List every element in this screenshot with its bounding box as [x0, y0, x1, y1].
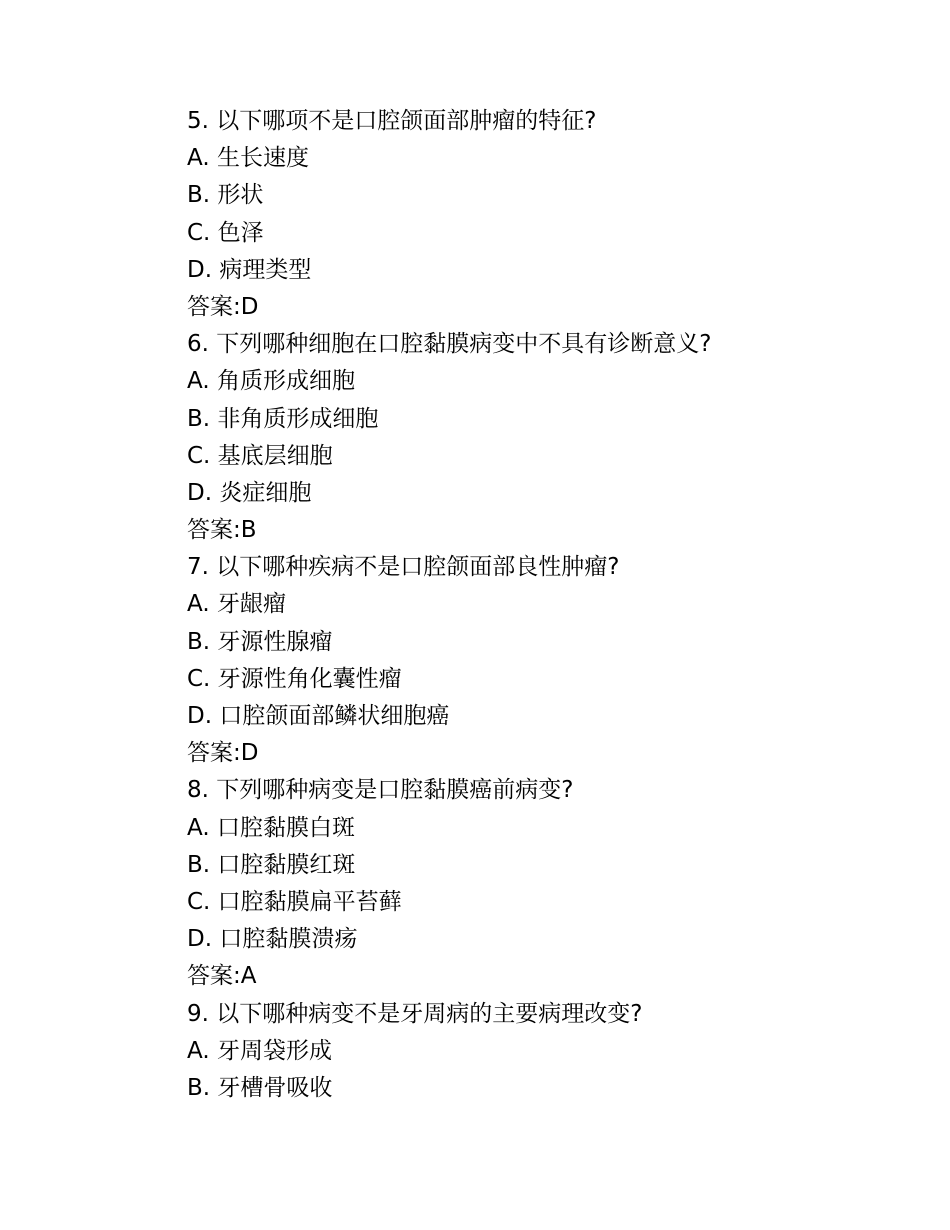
- option-b: B. 非角质形成细胞: [187, 405, 379, 432]
- answer-line: 答案:D: [187, 740, 259, 767]
- option-a: A. 生长速度: [187, 145, 309, 172]
- question-6: [187, 326, 887, 549]
- option-c: C. 色泽: [187, 219, 264, 246]
- option-d: D. 炎症细胞: [187, 479, 312, 506]
- question-stem: 9. 以下哪种病变不是牙周病的主要病理改变?: [187, 1000, 643, 1027]
- answer-line: 答案:A: [187, 963, 257, 990]
- option-a: A. 角质形成细胞: [187, 368, 355, 395]
- option-b: B. 形状: [187, 182, 264, 209]
- option-d: D. 口腔颌面部鳞状细胞癌: [187, 703, 450, 729]
- option-a: A. 牙龈瘤: [187, 591, 286, 618]
- question-stem: 5. 以下哪项不是口腔颌面部肿瘤的特征?: [187, 108, 597, 134]
- option-a: A. 口腔黏膜白斑: [187, 814, 355, 841]
- answer-line: 答案:B: [187, 517, 257, 544]
- question-8: [187, 772, 887, 995]
- question-stem: 8. 下列哪种病变是口腔黏膜癌前病变?: [187, 777, 574, 804]
- option-b: B. 牙源性腺瘤: [187, 628, 333, 655]
- question-9: [187, 996, 887, 1108]
- option-c: C. 口腔黏膜扁平苔藓: [187, 888, 402, 915]
- question-stem: 7. 以下哪种疾病不是口腔颌面部良性肿瘤?: [187, 554, 620, 581]
- option-b: B. 口腔黏膜红斑: [187, 851, 356, 878]
- question-stem: 6. 下列哪种细胞在口腔黏膜病变中不具有诊断意义?: [187, 331, 712, 358]
- answer-line: 答案:D: [187, 293, 259, 320]
- option-d: D. 口腔黏膜溃疡: [187, 926, 358, 953]
- option-c: C. 牙源性角化囊性瘤: [187, 665, 402, 692]
- question-list: [187, 103, 887, 1107]
- option-d: D. 病理类型: [187, 256, 312, 283]
- option-c: C. 基底层细胞: [187, 442, 333, 469]
- question-5: [187, 103, 887, 326]
- option-b: B. 牙槽骨吸收: [187, 1074, 333, 1101]
- option-a: A. 牙周袋形成: [187, 1037, 332, 1064]
- question-7: [187, 549, 887, 772]
